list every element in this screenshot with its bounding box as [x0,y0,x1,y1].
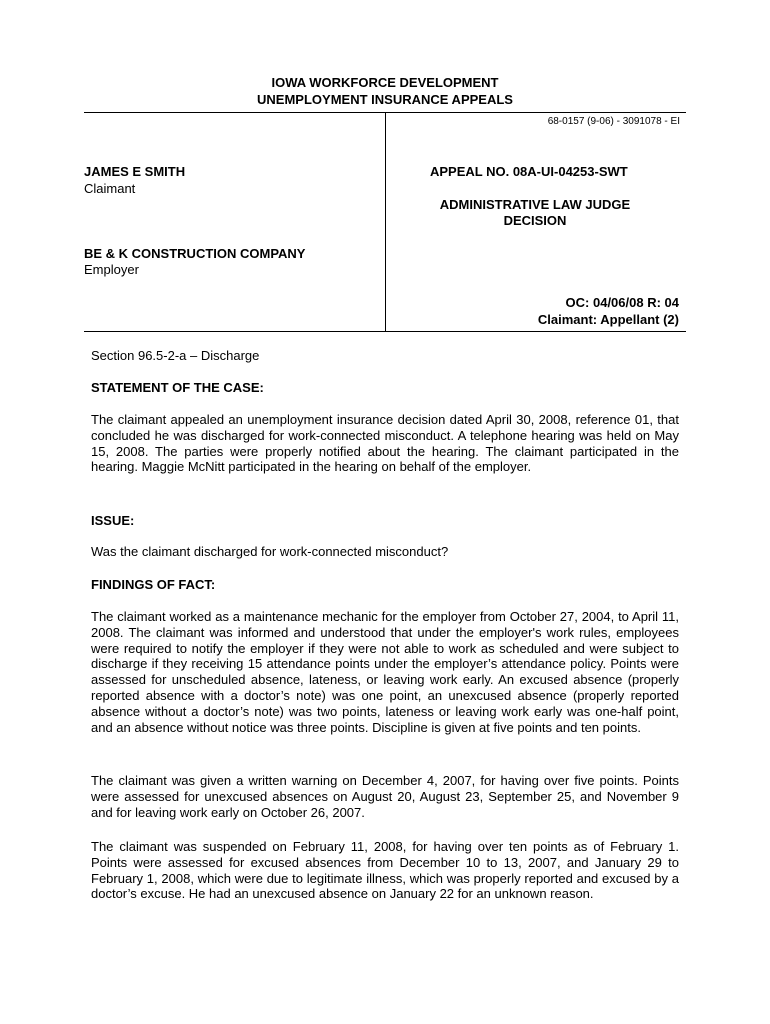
section-reference: Section 96.5-2-a – Discharge [91,348,260,363]
claimant-role: Claimant [84,181,136,196]
decision-title-line1: ADMINISTRATIVE LAW JUDGE [439,197,631,212]
agency-subtitle: UNEMPLOYMENT INSURANCE APPEALS [257,92,513,107]
findings-paragraph-3: The claimant was suspended on February 11, 2008, for having over ten points as of February 1. Points were assessed for excused absences from December 10 to 13, 2007, and January 29 to February 1, 2008, which were due to legitimate illness, which was properly reported and excused by a doctor’s excuse. He had an unexcused absence on January 22 for an unknown reason. [91,839,679,902]
column-divider [385,113,386,331]
section-rule [84,331,686,332]
appeal-number: APPEAL NO. 08A-UI-04253-SWT [430,164,628,179]
employer-role: Employer [84,262,139,277]
oc-date: OC: 04/06/08 R: 04 [565,295,679,310]
issue-paragraph: Was the claimant discharged for work-connected misconduct? [91,544,449,559]
decision-title-line2: DECISION [503,213,567,228]
agency-title: IOWA WORKFORCE DEVELOPMENT [271,75,499,90]
claimant-name: JAMES E SMITH [84,164,186,179]
findings-paragraph-1: The claimant worked as a maintenance mechanic for the employer from October 27, 2004, to April 11, 2008. The claimant was informed and understood that under the employer's work rules, employees were required to notify the employer if they were not able to work as scheduled and were subject to discharge if they receiving 15 attendance points under the employer’s attendance policy. Points were assessed for unscheduled absence, lateness, or leaving work early. An excused absence (properly reported absence with a doctor’s note) was one point, an unexcused absence (properly reported absence without a doctor’s note) was two points, lateness or leaving work early was one-half point, and an absence without notice was three points. Discipline is given at five points and ten points. [91,609,679,735]
findings-heading: FINDINGS OF FACT: [91,577,216,592]
statement-paragraph: The claimant appealed an unemployment insurance decision dated April 30, 2008, reference 01, that concluded he was discharged for work-connected misconduct. A telephone hearing was held on May 15, 2008. The parties were properly notified about the hearing. The claimant participated in the hearing. Maggie McNitt participated in the hearing on behalf of the employer. [91,412,679,475]
claimant-status: Claimant: Appellant (2) [537,312,679,327]
form-number: 68-0157 (9-06) - 3091078 - EI [547,116,680,127]
findings-paragraph-2: The claimant was given a written warning on December 4, 2007, for having over five points. Points were assessed for unexcused absences on August 20, August 23, September 25, and November 9 and for leaving work early on October 26, 2007. [91,773,679,820]
statement-heading: STATEMENT OF THE CASE: [91,380,264,395]
employer-name: BE & K CONSTRUCTION COMPANY [84,246,306,261]
issue-heading: ISSUE: [91,513,135,528]
